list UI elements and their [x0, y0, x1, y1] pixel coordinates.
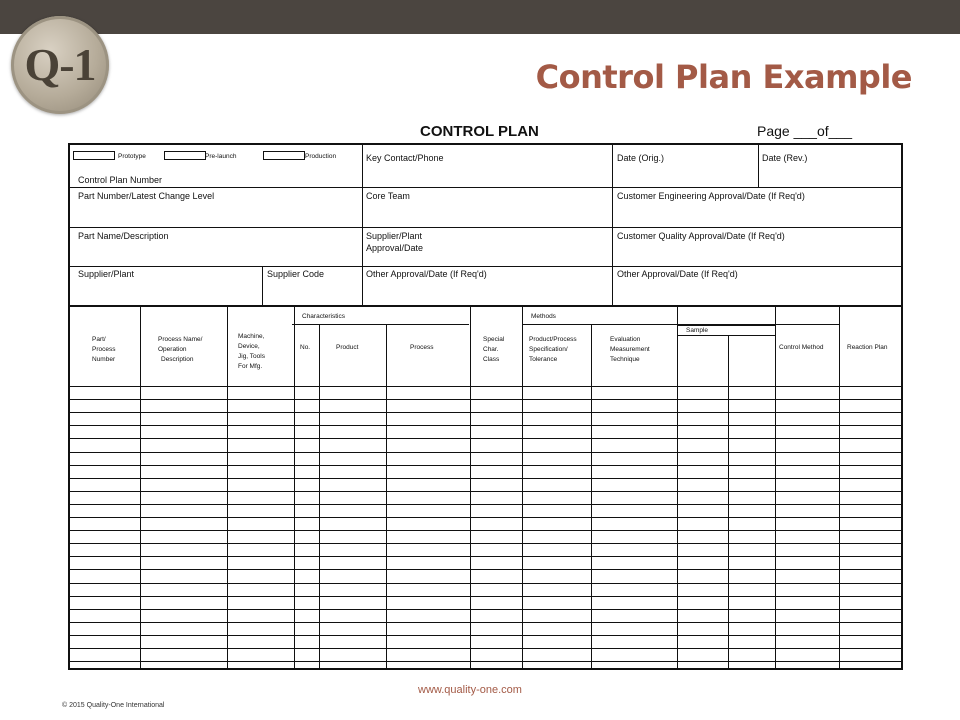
grid-column-line: [591, 324, 592, 668]
footer-url[interactable]: www.quality-one.com: [418, 684, 522, 696]
core-team-field[interactable]: Core Team: [366, 191, 410, 201]
logo-text: Q-1: [24, 39, 96, 90]
table-row-line: [70, 661, 901, 662]
col-sample: Sample: [686, 327, 709, 334]
grid-column-line: [522, 306, 523, 668]
col-methods: Methods: [531, 313, 556, 320]
table-row-line: [70, 438, 901, 439]
table-row-line: [70, 491, 901, 492]
prelaunch-label: Pre-launch: [205, 153, 237, 160]
table-row-line: [70, 556, 901, 557]
col-special-char-class: Special Char. Class: [483, 336, 505, 363]
prelaunch-checkbox[interactable]: [164, 151, 206, 160]
col-machine: Machine, Device, Jig, Tools For Mfg.: [238, 333, 265, 370]
col-control-method: Control Method: [779, 344, 824, 351]
table-row-line: [70, 569, 901, 570]
other-approval-field-2[interactable]: Other Approval/Date (If Req'd): [617, 269, 738, 279]
table-row-line: [70, 648, 901, 649]
table-row-line: [70, 517, 901, 518]
footer-copyright: © 2015 Quality-One International: [62, 702, 165, 709]
production-label: Production: [305, 153, 337, 160]
grid-column-line: [677, 306, 678, 668]
col-part-process-number: Part/ Process Number: [92, 336, 116, 363]
col-product: Product: [336, 344, 359, 351]
table-row-line: [70, 478, 901, 479]
slide-title: Control Plan Example: [535, 58, 912, 96]
table-row-line: [70, 635, 901, 636]
customer-engineering-field[interactable]: Customer Engineering Approval/Date (If Req'd): [617, 191, 805, 201]
grid-column-line: [839, 306, 840, 668]
prototype-label: Prototype: [118, 153, 146, 160]
part-name-field[interactable]: Part Name/Description: [78, 231, 169, 241]
table-row-line: [70, 622, 901, 623]
supplier-plant-field[interactable]: Supplier/Plant: [78, 269, 135, 279]
grid-column-line: [470, 306, 471, 668]
table-row-line: [70, 452, 901, 453]
grid-column-line: [386, 324, 387, 668]
table-row-line: [70, 596, 901, 597]
supplier-plant-approval-field[interactable]: Supplier/Plant: [366, 231, 423, 241]
supplier-code-field[interactable]: Supplier Code: [267, 269, 325, 279]
control-plan-form: [68, 143, 903, 670]
grid-header-bottom-line: [70, 386, 901, 387]
table-row-line: [70, 399, 901, 400]
col-evaluation: Evaluation Measurement Technique: [610, 336, 650, 363]
table-row-line: [70, 543, 901, 544]
control-plan-number-field[interactable]: Control Plan Number: [78, 175, 163, 185]
col-characteristics: Characteristics: [302, 313, 345, 320]
grid-column-line: [227, 306, 228, 668]
grid-column-line: [140, 306, 141, 668]
supplier-plant-approval-line2: Approval/Date: [366, 243, 424, 253]
key-contact-field[interactable]: Key Contact/Phone: [366, 153, 444, 163]
grid-column-line: [775, 306, 776, 668]
date-orig-field[interactable]: Date (Orig.): [617, 153, 665, 163]
other-approval-field-1[interactable]: Other Approval/Date (If Req'd): [366, 269, 487, 279]
table-row-line: [70, 465, 901, 466]
control-plan-title: CONTROL PLAN: [420, 123, 539, 140]
part-number-field[interactable]: Part Number/Latest Change Level: [78, 191, 215, 201]
table-row-line: [70, 609, 901, 610]
top-bar: [0, 0, 960, 34]
production-checkbox[interactable]: [263, 151, 305, 160]
grid-column-line: [728, 335, 729, 668]
grid-column-line: [319, 324, 320, 668]
prototype-checkbox[interactable]: [73, 151, 115, 160]
customer-quality-field[interactable]: Customer Quality Approval/Date (If Req'd): [617, 231, 785, 241]
table-row-line: [70, 583, 901, 584]
table-row-line: [70, 412, 901, 413]
col-reaction-plan: Reaction Plan: [847, 344, 888, 351]
col-no: No.: [300, 344, 311, 351]
col-process: Process: [410, 344, 434, 351]
table-row-line: [70, 530, 901, 531]
col-spec-tolerance: Product/Process Specification/ Tolerance: [529, 336, 577, 363]
table-row-line: [70, 425, 901, 426]
grid-column-line: [294, 306, 295, 668]
q1-logo: [11, 16, 109, 114]
page-of-label: Page ___of___: [757, 123, 852, 139]
table-row-line: [70, 504, 901, 505]
date-rev-field[interactable]: Date (Rev.): [762, 153, 808, 163]
col-process-name: Process Name/ Operation Description: [158, 336, 203, 363]
